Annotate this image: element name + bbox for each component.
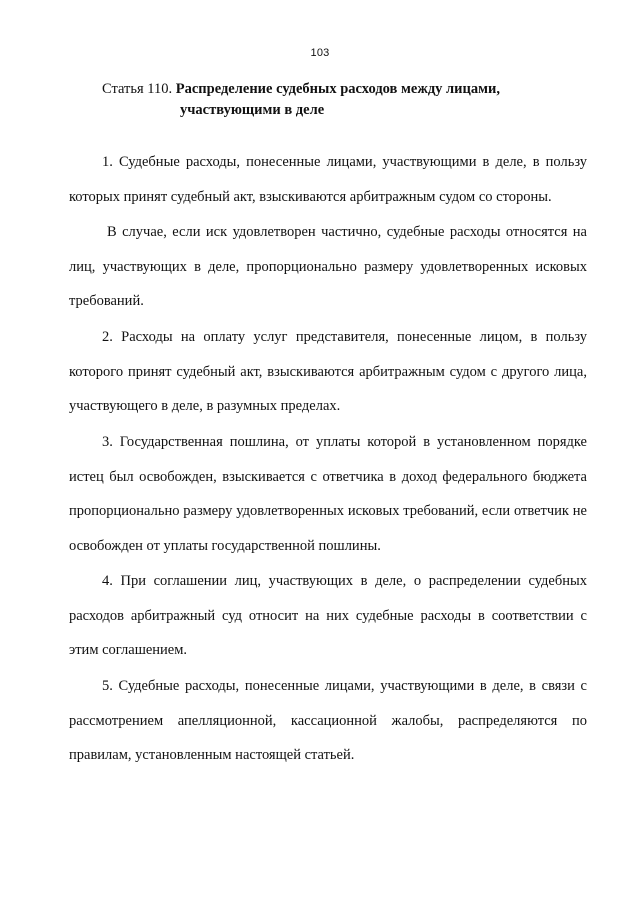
paragraph-2: 2. Расходы на оплату услуг представителя, понесенные лицом, в пользу которого принят судебный акт, взыскиваются арбитражным судом с другого лица, участвующего в деле, в разумных пределах. bbox=[69, 329, 587, 414]
paragraph-1-continuation: В случае, если иск удовлетворен частично, судебные расходы относятся на лиц, участвующих в деле, пропорционально размеру удовлетворенных исковых требований. bbox=[69, 224, 587, 309]
article-title-continuation: участвующими в деле bbox=[180, 102, 325, 118]
article-title: Распределение судебных расходов между лицами, bbox=[175, 81, 500, 97]
paragraph-5: 5. Судебные расходы, понесенные лицами, участвующими в деле, в связи с рассмотрением апелляционной, кассационной жалобы, распределяются по правилам, установленным настоящей статьей. bbox=[69, 678, 587, 763]
paragraph-4: 4. При соглашении лиц, участвующих в деле, о распределении судебных расходов арбитражный суд относит на них судебные расходы в соответствии с этим соглашением. bbox=[69, 573, 587, 658]
paragraph-3: 3. Государственная пошлина, от уплаты которой в установленном порядке истец был освобожден, взыскивается с ответчика в доход федерального бюджета пропорционально размеру удовлетворенных исковых требований, если ответчик не освобожден от уплаты государственной пошлины. bbox=[69, 434, 587, 554]
page-number: 103 bbox=[310, 47, 330, 59]
article-heading bbox=[102, 79, 572, 121]
article-number: Статья 110. bbox=[102, 81, 173, 97]
paragraph-1: 1. Судебные расходы, понесенные лицами, участвующими в деле, в пользу которых принят судебный акт, взыскиваются арбитражным судом со стороны. bbox=[69, 154, 587, 205]
